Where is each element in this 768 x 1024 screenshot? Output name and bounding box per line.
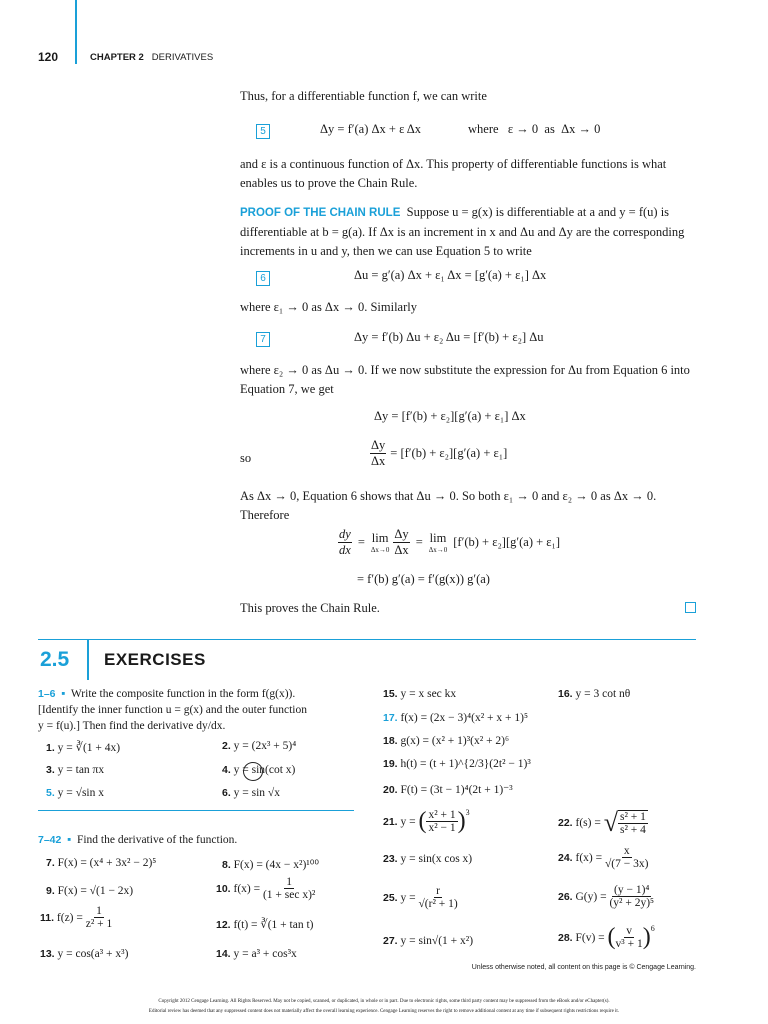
exercise-5: 5. y = √sin x [46,787,104,799]
group1-instr-line2: [Identify the inner function u = g(x) and the outer function [38,704,307,716]
exercise-9: 9. F(x) = √(1 − 2x) [46,885,134,897]
exercise-24: 24. f(x) = $\frac{x}{√(7 - 3x)}$ [558,845,649,870]
so-label: so [240,451,252,465]
eq10-line2: = f′(b) g′(a) = f′(g(x)) g′(a) [357,572,490,586]
section-number: 2.5 [40,648,70,671]
equation-6 [256,270,270,286]
proof-heading: PROOF OF THE CHAIN RULE [240,207,401,219]
eq9-num: Δy [371,438,386,452]
exercise-11: 11. f(z) = $\frac{1}{\text{z² + 1}}$ [40,905,113,930]
group1-instr-line1: Write the composite function in the form f(g(x)). [70,688,296,700]
exercise-18: 18. g(x) = (x² + 1)³(x² + 2)⁶ [383,735,510,747]
exercise-28: 28. F(v) = ( v v³ + 1 ) $^6$ [558,924,655,950]
exercise-25: 25. y = $\frac{r}{\text{√(r² + 1)}}$ [383,885,458,910]
intro-text: Thus, for a differentiable function f, we can write [240,89,487,103]
exercise-13: 13. y = cos(a³ + x³) [40,948,129,960]
exercise-16: 16. y = 3 cot nθ [558,688,631,700]
group1-instr-1 [38,688,295,700]
bullet-icon-2: ▪ [64,834,75,846]
exercise-10: 10. f(x) = 1 (1 + sec x)² [216,876,316,901]
eq9-rhs: = [f′(b) + ε₂][g′(a) + ε₁] [390,446,508,460]
section-rule [38,639,696,640]
section-divider [87,640,89,680]
eq8-text: Δy = [f′(b) + ε₂][g′(a) + ε₁] Δx [374,409,526,423]
exercise-3: 3. y = tan πx [46,764,105,776]
exercise-26: 26. G(y) = $\frac{\text{(y − 1)⁴}}{\text{(y² + 2y)⁵}}$ [558,884,655,909]
proof-text: Suppose u = g(x) is differentiable at a and y = f(u) is differentiable at b = g(a). If Δx is an increment in x and Δu and Δy are the corresponding increments in u and y, then we can use Equation 5 to write [240,205,685,258]
equation-5 [256,123,270,139]
eq10-limsub1: Δx→0 [370,546,390,554]
group1-range: 1–6 [38,688,56,700]
chapter-label [90,52,213,63]
eq10 [338,527,560,558]
exercise-20: 20. F(t) = (3t − 1)⁴(2t + 1)⁻³ [383,784,513,796]
exercise-15: 15. y = x sec kx [383,688,457,700]
eq10-eq2: = [415,535,423,549]
exercise-12: 12. f(t) = ∛(1 + tan t) [216,919,314,931]
exercise-19: 19. h(t) = (t + 1)^{2/3}(2t² − 1)³ [383,758,531,770]
page-number: 120 [38,50,59,64]
group2-instr [38,834,237,846]
eq10-lim1: lim [371,531,389,545]
exercise-21: 21. y = ( x² + 1 x² − 1 ) $^3$ [383,808,470,834]
eq10-eq1: = [357,535,365,549]
eq9-den: Δx [371,454,386,468]
exercise-7: 7. F(x) = (x⁴ + 3x² − 2)⁵ [46,857,157,869]
handwritten-circle [243,762,263,781]
eq10-lim2: lim [429,531,447,545]
eq10-dy: dy [339,527,351,541]
exercise-23: 23. y = sin(x cos x) [383,853,473,865]
exercise-6: 6. y = sin √x [222,787,280,799]
exercise-4: 4. y = sin(cot x) [222,764,296,776]
exercise-22: 22. f(s) = √ s² + 1 s² + 4 [558,808,646,837]
chapter-title: DERIVATIVES [151,52,214,63]
exercise-27: 27. y = sin√(1 + x²) [383,935,474,947]
exercise-2: 2. y = (2x³ + 5)⁴ [222,740,297,752]
group1-instr-line3: y = f(u).] Then find the derivative dy/dx. [38,720,226,732]
header-rule [75,0,77,64]
paragraph-2: where ε₁ → 0 as Δx → 0. Similarly [240,300,417,314]
eqnum-6: 6 [256,271,270,286]
eq5-where: where ε → 0 as Δx → 0 [468,122,601,136]
chapter-number: CHAPTER 2 [90,52,144,63]
paragraph-3: where ε₂ → 0 as Δu → 0. If we now substitute the expression for Δu from Equation 6 into Equation 7, we get [240,363,690,396]
eq10-dy2: Δy [394,527,409,541]
paragraph-4: As Δx → 0, Equation 6 shows that Δu → 0. So both ε₁ → 0 and ε₂ → 0 as Δx → 0. Therefore [240,489,657,522]
eq10-dx2: Δx [394,543,409,557]
cengage-notice: Unless otherwise noted, all content on this page is © Cengage Learning. [471,964,696,971]
proof-paragraph [240,203,700,261]
eq10-limsub2: Δx→0 [428,546,448,554]
eq10-rhs: [f′(b) + ε₂][g′(a) + ε₁] [453,535,561,549]
eq7-text: Δy = f′(b) Δu + ε₂ Δu = [f′(b) + ε₂] Δu [354,330,544,344]
bullet-icon: ▪ [58,688,69,700]
exercise-1: 1. y = ∛(1 + 4x) [46,742,121,754]
exercise-8: 8. F(x) = (4x − x²)¹⁰⁰ [222,859,319,871]
group2-range: 7–42 [38,834,62,846]
eq6-text: Δu = g′(a) Δx + ε₁ Δx = [g′(a) + ε₁] Δx [354,268,547,282]
eq10-dx: dx [339,543,351,557]
eqnum-7: 7 [256,332,270,347]
exercise-14: 14. y = a³ + cos³x [216,948,297,960]
eq9 [370,438,507,469]
proves-text: This proves the Chain Rule. [240,601,380,615]
end-of-proof-icon [685,602,696,613]
group-divider [38,810,354,811]
section-title: EXERCISES [104,650,206,669]
eq5-lhs: Δy = f′(a) Δx + ε Δx [320,122,422,136]
copyright-line-2: Editorial review has deemed that any suppressed content does not materially affect the overall learning experience. Cengage Learning reserves the right to remove additional content at any time if subsequent rights restrictions require it. [148,1009,620,1014]
paragraph-1: and ε is a continuous function of Δx. This property of differentiable functions is what enables us to prove the Chain Rule. [240,157,667,190]
equation-7 [256,331,270,347]
group2-instr-text: Find the derivative of the function. [76,834,238,846]
exercise-17: 17. f(x) = (2x − 3)⁴(x² + x + 1)⁵ [383,712,528,724]
copyright-line-1: Copyright 2012 Cengage Learning. All Rights Reserved. May not be copied, scanned, or duplicated, in whole or in part. Due to electronic rights, some third party content may be suppressed from the eBook and/or eChapter(s). [158,999,610,1004]
eqnum-5: 5 [256,124,270,139]
